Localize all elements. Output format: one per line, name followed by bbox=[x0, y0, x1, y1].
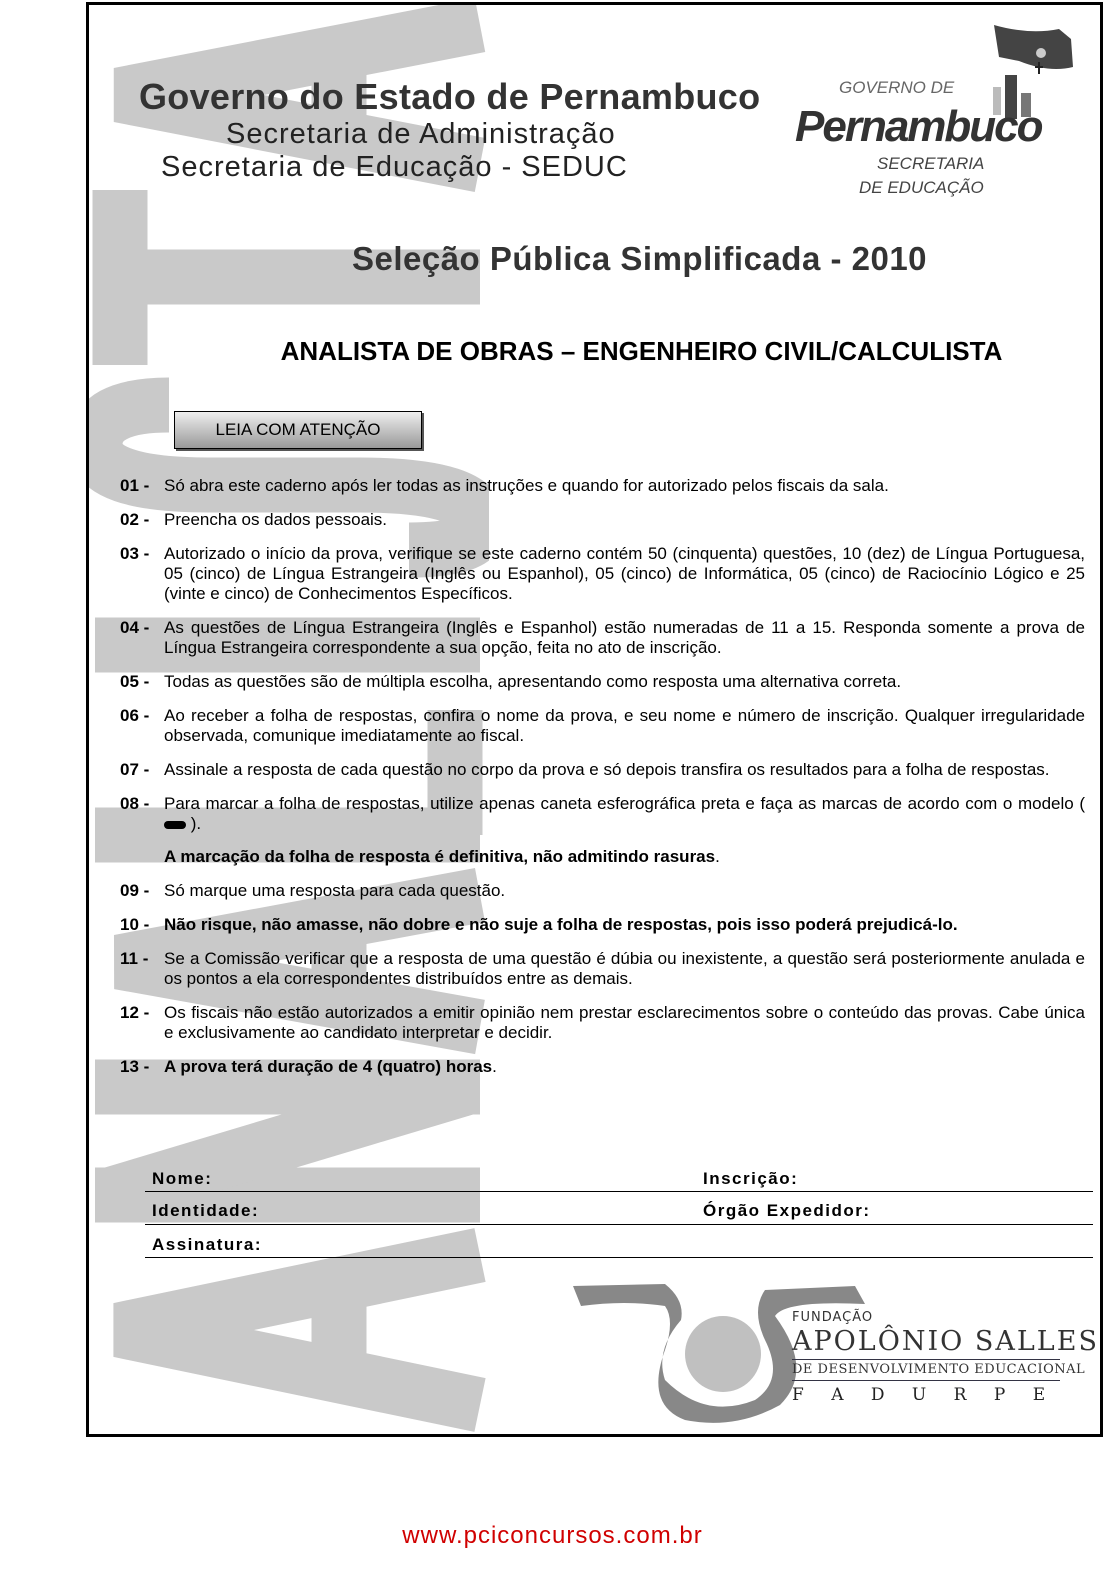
issuer-field-label[interactable]: Órgão Expedidor: bbox=[703, 1201, 871, 1220]
instruction-03 bbox=[120, 544, 1085, 604]
item-text: As questões de Língua Estrangeira (Inglês e Espanhol) estão numeradas de 11 a 15. Responda somente a prova de Língua Estrangeira correspondente a sua opção, feita no ato de inscrição. bbox=[164, 618, 1085, 657]
item-number: 06 - bbox=[120, 706, 150, 725]
item-text-end: ). bbox=[190, 814, 202, 833]
instruction-01 bbox=[120, 476, 1085, 496]
item-number: 05 - bbox=[120, 672, 150, 691]
cover-page bbox=[86, 2, 1103, 1437]
notice-box: LEIA COM ATENÇÃO bbox=[174, 411, 422, 449]
footer-url[interactable]: www.pciconcursos.com.br bbox=[402, 1522, 703, 1549]
signature-field-label[interactable]: Assinatura: bbox=[152, 1235, 263, 1254]
logo-name: Pernambuco bbox=[795, 102, 1042, 151]
form-line bbox=[145, 1257, 1093, 1258]
item-number: 10 - bbox=[120, 915, 150, 934]
instruction-06 bbox=[120, 706, 1085, 746]
item-text: Preencha os dados pessoais. bbox=[164, 510, 388, 529]
item-text: Não risque, não amasse, não dobre e não suje a folha de respostas, pois isso poderá prejudicá-lo. bbox=[164, 915, 958, 934]
item-number: 04 - bbox=[120, 618, 150, 637]
id-field-label[interactable]: Identidade: bbox=[152, 1201, 260, 1220]
item-note bbox=[164, 847, 1085, 867]
item-number: 03 - bbox=[120, 544, 150, 563]
logo-fundacao: FUNDAÇÃO bbox=[792, 1310, 874, 1325]
item-text-main: Para marcar a folha de respostas, utilize apenas caneta esferográfica preta e faça as marcas de acordo com o modelo ( bbox=[164, 794, 1085, 813]
item-text: A prova terá duração de 4 (quatro) horas bbox=[164, 1057, 493, 1076]
logo-fadurpe: F A D U R P E bbox=[792, 1385, 1057, 1405]
item-text-end: . bbox=[492, 1057, 497, 1076]
instruction-10 bbox=[120, 915, 1085, 935]
instructions-list bbox=[120, 476, 1085, 1091]
item-number: 09 - bbox=[120, 881, 150, 900]
instruction-08 bbox=[120, 794, 1085, 867]
flag-people-icon bbox=[789, 17, 1089, 202]
instruction-02 bbox=[120, 510, 1085, 530]
header-secretaria-admin: Secretaria de Administração bbox=[226, 118, 616, 150]
logo-desenvolvimento: DE DESENVOLVIMENTO EDUCACIONAL bbox=[792, 1362, 1086, 1377]
header-government: Governo do Estado de Pernambuco bbox=[139, 76, 761, 117]
header-secretaria-educacao: Secretaria de Educação - SEDUC bbox=[161, 151, 628, 183]
filled-mark-example-icon bbox=[164, 821, 186, 829]
instruction-11 bbox=[120, 949, 1085, 989]
logo-sub2: DE EDUCAÇÃO bbox=[859, 178, 984, 197]
logo-divider bbox=[792, 1359, 1060, 1360]
item-text bbox=[164, 794, 1085, 834]
item-number: 08 - bbox=[120, 794, 150, 813]
item-number: 12 - bbox=[120, 1003, 150, 1022]
item-number: 11 - bbox=[120, 949, 149, 968]
item-text: Todas as questões são de múltipla escolha, apresentando como resposta uma alternativa correta. bbox=[164, 672, 902, 691]
note-bold: A marcação da folha de resposta é definitiva, não admitindo rasuras bbox=[164, 847, 716, 866]
note-end: . bbox=[715, 847, 720, 866]
item-number: 13 - bbox=[120, 1057, 150, 1076]
item-text: Os fiscais não estão autorizados a emitir opinião nem prestar esclarecimentos sobre o conteúdo das provas. Cabe única e exclusivamente ao candidato interpretar e decidir. bbox=[164, 1003, 1085, 1042]
fadurpe-logo bbox=[565, 1280, 1099, 1430]
item-text: Só marque uma resposta para cada questão. bbox=[164, 881, 506, 900]
item-text: Só abra este caderno após ler todas as instruções e quando for autorizado pelos fiscais da sala. bbox=[164, 476, 889, 495]
logo-sub1: SECRETARIA bbox=[877, 154, 985, 173]
item-text: Se a Comissão verificar que a resposta de uma questão é dúbia ou inexistente, a questão será posteriormente anulada e os pontos a ela correspondentes distribuídos entre as demais. bbox=[164, 949, 1085, 988]
item-number: 02 - bbox=[120, 510, 150, 529]
item-text: Ao receber a folha de respostas, confira o nome da prova, e seu nome e número de inscrição. Qualquer irregularidade observada, comunique imediatamente ao fiscal. bbox=[164, 706, 1085, 745]
logo-apolonio-salles: APOLÔNIO SALLES bbox=[792, 1326, 1099, 1357]
pernambuco-logo bbox=[789, 17, 1089, 202]
item-number: 01 - bbox=[120, 476, 150, 495]
instruction-05 bbox=[120, 672, 1085, 692]
exam-role: ANALISTA DE OBRAS – ENGENHEIRO CIVIL/CALCULISTA bbox=[280, 336, 1003, 366]
form-line bbox=[145, 1224, 1093, 1225]
item-text: Assinale a resposta de cada questão no corpo da prova e só depois transfira os resultados para a folha de respostas. bbox=[164, 760, 1050, 779]
instruction-04 bbox=[120, 618, 1085, 658]
logo-top: GOVERNO DE bbox=[839, 78, 955, 97]
instruction-13 bbox=[120, 1057, 1085, 1077]
logo-divider bbox=[792, 1380, 1060, 1381]
exam-title: Seleção Pública Simplificada - 2010 bbox=[351, 240, 928, 277]
item-text: Autorizado o início da prova, verifique se este caderno contém 50 (cinquenta) questões, 10 (dez) de Língua Portuguesa, 05 (cinco) de Língua Estrangeira (Inglês ou Espanhol), 05 (cinco) de Informática, 05 (cinco) de Raciocínio Lógico e 25 (vinte e cinco) de Conhecimentos Específicos. bbox=[164, 544, 1085, 603]
form-line bbox=[145, 1191, 1093, 1192]
instruction-12 bbox=[120, 1003, 1085, 1043]
item-number: 07 - bbox=[120, 760, 150, 779]
instruction-07 bbox=[120, 760, 1085, 780]
instruction-09 bbox=[120, 881, 1085, 901]
name-field-label[interactable]: Nome: bbox=[152, 1169, 213, 1188]
registration-field-label[interactable]: Inscrição: bbox=[703, 1169, 799, 1188]
